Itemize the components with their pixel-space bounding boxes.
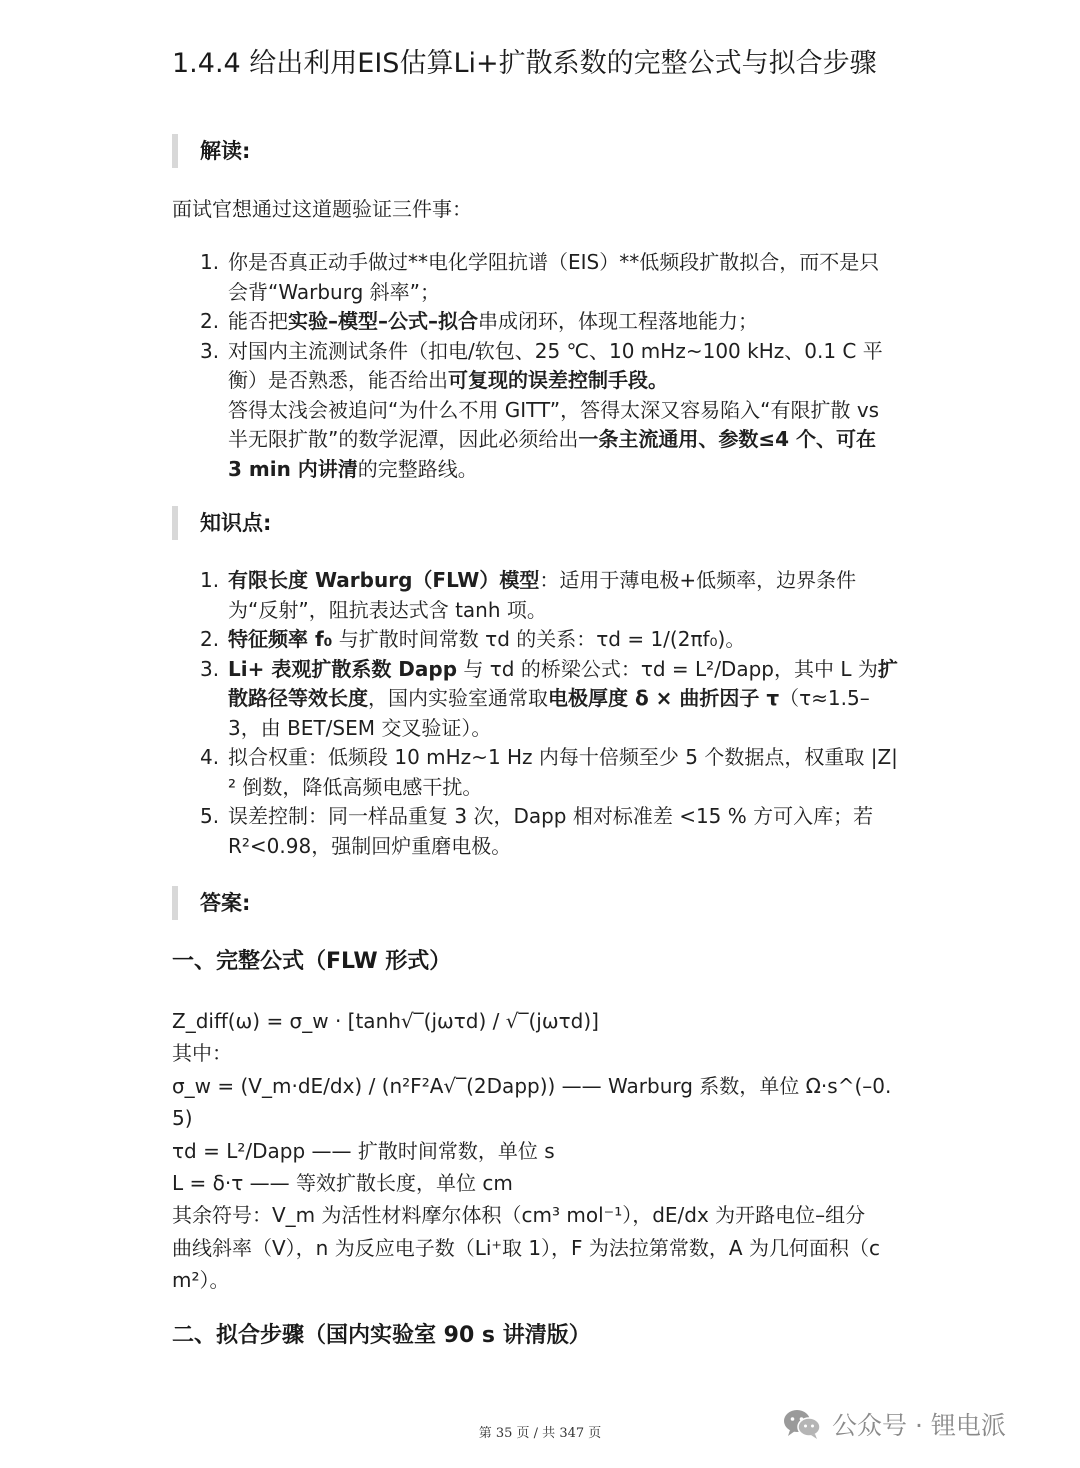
section-heading-jiedu: 解读:: [172, 134, 250, 168]
wechat-icon: [782, 1407, 822, 1441]
section-heading-daan: 答案:: [172, 886, 250, 920]
list-item: 2. 特征频率 f₀ 与扩散时间常数 τd 的关系：τd = 1/(2πf₀)。: [200, 627, 746, 651]
jiedu-list: [200, 248, 940, 484]
page-title: 1.4.4 给出利用EIS估算Li+扩散系数的完整公式与拟合步骤: [172, 48, 877, 79]
subheading-formula: 一、完整公式（FLW 形式）: [172, 949, 452, 974]
list-item: 5. 误差控制：同一样品重复 3 次，Dapp 相对标准差 <15 % 方可入库；若 R²<0.98，强制回炉重磨电极。: [200, 804, 874, 858]
list-item: 3. 对国内主流测试条件（扣电/软包、25 ℃、10 mHz~100 kHz、0.1 C 平 衡）是否熟悉，能否给出可复现的误差控制手段。 答得太浅会被追问“为什么不用 GITT”，答得太深又容易陷入“有限扩散 vs 半无限扩散”的数学泥潭，因此必须给出一条主流通用、参数≤4 个、可在 3 min 内讲清的完整路线。: [200, 338, 883, 481]
list-item: 3. Li+ 表观扩散系数 Dapp 与 τd 的桥梁公式：τd = L²/Dapp，其中 L 为扩 散路径等效长度，国内实验室通常取电极厚度 δ × 曲折因子 τ（τ≈1.5– 3，由 BET/SEM 交叉验证）。: [200, 656, 898, 740]
watermark-text: 公众号 · 锂电派: [832, 1411, 1006, 1440]
list-item: 2. 能否把实验–模型–公式–拟合串成闭环，体现工程落地能力；: [200, 309, 758, 333]
list-item: 1. 有限长度 Warburg（FLW）模型：适用于薄电极+低频率，边界条件 为“反射”，阻抗表达式含 tanh 项。: [200, 568, 857, 622]
subheading-steps: 二、拟合步骤（国内实验室 90 s 讲清版）: [172, 1323, 591, 1348]
list-item: 1. 你是否真正动手做过**电化学阻抗谱（EIS）**低频段扩散拟合，而不是只 会背“Warburg 斜率”；: [200, 250, 880, 304]
formula-block: Z_diff(ω) = σ_w · [tanh√‾(jωτd) / √‾(jωτd)] 其中： σ_w = (V_m·dE/dx) / (n²F²A√‾(2Dapp)) —— Warburg 系数，单位 Ω·s^(–0. 5) τd = L²/Dapp —— 扩散时间常数，单位 s L = δ·τ —— 等效扩散长度，单位 cm 其余符号：V_m 为活性材料摩尔体积（cm³ mol⁻¹），dE/dx 为开路电位–组分 曲线斜率（V），n 为反应电子数（Li⁺取 1），F 为法拉第常数，A 为几何面积（c m²）。: [172, 1009, 892, 1293]
jiedu-intro: 面试官想通过这道题验证三件事：: [172, 197, 472, 221]
watermark: [782, 1404, 1006, 1444]
page-number: 第 35 页 / 共 347 页: [478, 1426, 602, 1441]
list-item: 4. 拟合权重：低频段 10 mHz~1 Hz 内每十倍频至少 5 个数据点，权重取 |Z| ² 倒数，降低高频电感干扰。: [200, 745, 898, 799]
section-heading-zhishi: 知识点:: [172, 506, 271, 540]
zhishi-list: [200, 566, 940, 861]
